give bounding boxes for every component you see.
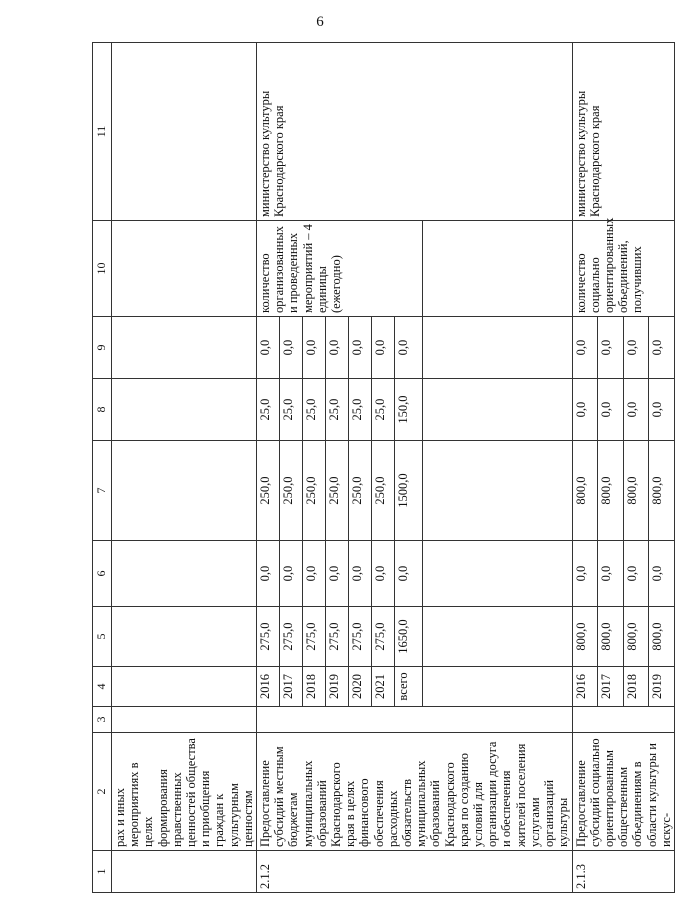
total-label-cell: всего	[394, 667, 422, 707]
value-cell: 0,0	[257, 317, 280, 379]
header-cell: 7	[93, 441, 112, 541]
result-cell: количество организованных и проведенных мероприятий – 4 единицы (ежегодно)	[257, 221, 422, 317]
value-cell: 0,0	[572, 379, 598, 441]
row-code: 2.1.2	[257, 851, 572, 893]
row-2-1-3-year	[572, 43, 598, 893]
header-cell: 11	[93, 43, 112, 221]
value-cell: 0,0	[302, 317, 325, 379]
value-cell: 0,0	[279, 541, 302, 607]
executor-cell: министерство культуры Краснодарского края	[257, 43, 572, 221]
executor-cell: министерство культуры Краснодарского края	[572, 43, 674, 221]
value-cell: 275,0	[371, 607, 394, 667]
row-name: Предоставление субсидий местным бюджетам муниципальных образований Краснодарского края в целях финансового обеспечения расходных обязательств муниципальных образований Краснодарского края по созданию условий для организации досуга и обеспечения жителей поселения услугами организаций культуры	[257, 733, 572, 851]
value-cell: 275,0	[325, 607, 348, 667]
row-2-1-2-year	[257, 43, 280, 893]
value-cell: 0,0	[348, 541, 371, 607]
header-cell: 4	[93, 667, 112, 707]
header-cell: 5	[93, 607, 112, 667]
empty-cell	[112, 667, 257, 707]
header-cell: 10	[93, 221, 112, 317]
empty-cell	[422, 667, 572, 707]
year-cell: 2019	[325, 667, 348, 707]
total-value-cell: 0,0	[394, 317, 422, 379]
value-cell: 0,0	[371, 541, 394, 607]
value-cell: 250,0	[371, 441, 394, 541]
value-cell: 0,0	[598, 379, 624, 441]
value-cell: 250,0	[348, 441, 371, 541]
value-cell: 25,0	[279, 379, 302, 441]
rotated-page-area	[92, 43, 673, 893]
value-cell: 25,0	[302, 379, 325, 441]
year-cell: 2018	[302, 667, 325, 707]
total-value-cell: 150,0	[394, 379, 422, 441]
value-cell: 800,0	[623, 441, 649, 541]
program-table	[92, 42, 675, 893]
empty-cell	[112, 221, 257, 317]
value-cell: 800,0	[598, 441, 624, 541]
value-cell: 0,0	[598, 541, 624, 607]
value-cell: 0,0	[325, 317, 348, 379]
value-cell: 0,0	[279, 317, 302, 379]
value-cell: 0,0	[371, 317, 394, 379]
empty-cell	[112, 379, 257, 441]
value-cell: 0,0	[325, 541, 348, 607]
empty-cell	[422, 607, 572, 667]
header-cell: 9	[93, 317, 112, 379]
value-cell: 800,0	[598, 607, 624, 667]
value-cell: 0,0	[598, 317, 624, 379]
empty-cell	[422, 221, 572, 317]
value-cell: 800,0	[572, 607, 598, 667]
value-cell: 275,0	[279, 607, 302, 667]
value-cell: 250,0	[325, 441, 348, 541]
empty-cell	[112, 707, 257, 733]
value-cell: 0,0	[348, 317, 371, 379]
empty-cell	[422, 317, 572, 379]
header-cell: 3	[93, 707, 112, 733]
total-value-cell: 1650,0	[394, 607, 422, 667]
continuation-name: рах и иных мероприятиях в целях формирования нравственных ценностей общества и приобщения граждан к культурным ценностям	[112, 733, 257, 851]
year-cell: 2016	[257, 667, 280, 707]
empty-cell	[572, 707, 674, 733]
value-cell: 25,0	[348, 379, 371, 441]
empty-cell	[112, 541, 257, 607]
year-cell: 2020	[348, 667, 371, 707]
value-cell: 0,0	[257, 541, 280, 607]
value-cell: 250,0	[279, 441, 302, 541]
value-cell: 0,0	[623, 379, 649, 441]
year-cell: 2021	[371, 667, 394, 707]
value-cell: 25,0	[371, 379, 394, 441]
empty-cell	[112, 607, 257, 667]
empty-cell	[112, 317, 257, 379]
value-cell: 0,0	[623, 541, 649, 607]
header-cell: 1	[93, 851, 112, 893]
header-cell: 8	[93, 379, 112, 441]
result-cell: количество социально ориентированных объединений, получивших	[572, 221, 674, 317]
row-name: Предоставление субсидий социально ориентированным общественным объединениям в области культуры и искус-	[572, 733, 674, 851]
page-number: 6	[316, 14, 324, 30]
value-cell: 0,0	[302, 541, 325, 607]
empty-cell	[422, 379, 572, 441]
landscape-table-container	[92, 43, 673, 893]
value-cell: 25,0	[325, 379, 348, 441]
total-value-cell: 1500,0	[394, 441, 422, 541]
value-cell: 0,0	[649, 541, 675, 607]
year-cell: 2016	[572, 667, 598, 707]
empty-cell	[112, 441, 257, 541]
empty-cell	[422, 441, 572, 541]
value-cell: 275,0	[348, 607, 371, 667]
year-cell: 2018	[623, 667, 649, 707]
header-cell: 6	[93, 541, 112, 607]
value-cell: 250,0	[302, 441, 325, 541]
value-cell: 800,0	[623, 607, 649, 667]
row-code: 2.1.3	[572, 851, 674, 893]
value-cell: 250,0	[257, 441, 280, 541]
year-cell: 2017	[279, 667, 302, 707]
header-row	[93, 43, 112, 893]
continuation-row	[112, 43, 257, 893]
total-value-cell: 0,0	[394, 541, 422, 607]
empty-cell	[422, 541, 572, 607]
value-cell: 275,0	[302, 607, 325, 667]
value-cell: 0,0	[649, 379, 675, 441]
empty-cell	[112, 43, 257, 221]
year-cell: 2017	[598, 667, 624, 707]
continuation-code	[112, 851, 257, 893]
year-cell: 2019	[649, 667, 675, 707]
value-cell: 0,0	[572, 317, 598, 379]
value-cell: 800,0	[649, 607, 675, 667]
value-cell: 0,0	[623, 317, 649, 379]
value-cell: 25,0	[257, 379, 280, 441]
empty-cell	[257, 707, 572, 733]
header-cell: 2	[93, 733, 112, 851]
value-cell: 0,0	[649, 317, 675, 379]
value-cell: 800,0	[572, 441, 598, 541]
value-cell: 275,0	[257, 607, 280, 667]
value-cell: 0,0	[572, 541, 598, 607]
value-cell: 800,0	[649, 441, 675, 541]
